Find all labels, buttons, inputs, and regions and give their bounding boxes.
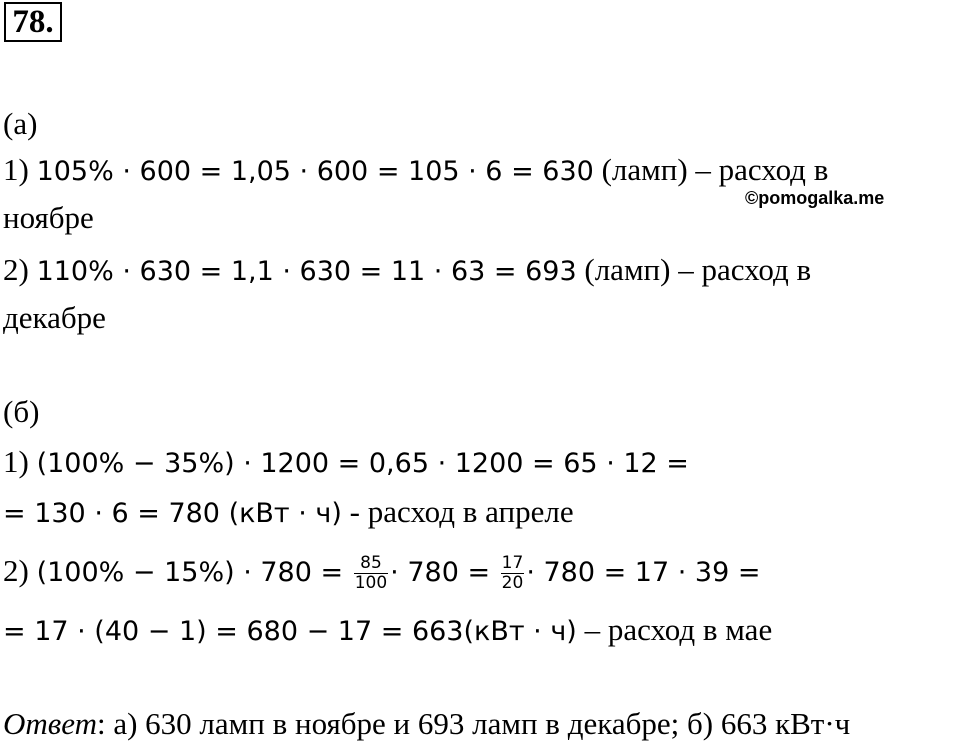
formula: 110% · 630 = 1,1 · 630 = 11 · 63 = 693 xyxy=(36,256,577,287)
step-text: (ламп) – расход в xyxy=(576,252,812,287)
part-a-label: (а) xyxy=(3,106,38,141)
step-text: – расход в мае xyxy=(576,612,773,647)
formula: · 780 = 17 · 39 = xyxy=(526,557,761,588)
step-marker: 2) xyxy=(3,553,37,588)
part-a-step-1 xyxy=(3,150,828,192)
problem-number: 78. xyxy=(4,2,62,42)
watermark: ©pomogalka.me xyxy=(745,188,885,208)
answer-label: Ответ xyxy=(3,706,97,741)
formula: (100% − 15%) · 780 = xyxy=(36,557,352,588)
part-b-label: (б) xyxy=(3,394,40,429)
formula: 105% · 600 = 1,05 · 600 = 105 · 6 = 630 xyxy=(36,156,594,187)
part-a-step-2-cont: декабре xyxy=(3,300,106,335)
step-text: (ламп) – расход в xyxy=(593,152,829,187)
formula: (100% − 35%) · 1200 = 0,65 · 1200 = 65 · 12 = xyxy=(36,448,689,479)
step-text: - расход в апреле xyxy=(341,494,574,529)
denominator: 20 xyxy=(501,573,524,594)
numerator: 17 xyxy=(501,553,524,574)
formula: = 130 · 6 = 780 (кВт · ч) xyxy=(3,498,342,529)
part-b-step-2 xyxy=(3,551,760,593)
part-b-step-2-cont xyxy=(3,610,772,652)
step-marker: 1) xyxy=(3,152,37,187)
denominator: 100 xyxy=(354,573,388,594)
part-b-step-1-cont xyxy=(3,492,574,534)
answer-text: : а) 630 ламп в ноябре и 693 ламп в декабре; б) 663 кВт·ч xyxy=(96,706,851,741)
answer xyxy=(3,704,850,744)
part-a-step-2 xyxy=(3,250,811,292)
step-marker: 1) xyxy=(3,444,37,479)
numerator: 85 xyxy=(360,553,382,574)
part-a-step-1-cont: ноябре xyxy=(3,200,94,235)
fraction-85-100 xyxy=(354,554,388,593)
formula: · 780 = xyxy=(390,557,499,588)
step-marker: 2) xyxy=(3,252,37,287)
formula: = 17 · (40 − 1) = 680 − 17 = 663(кВт · ч) xyxy=(3,616,577,647)
part-b-step-1 xyxy=(3,442,689,484)
fraction-17-20 xyxy=(501,554,525,593)
